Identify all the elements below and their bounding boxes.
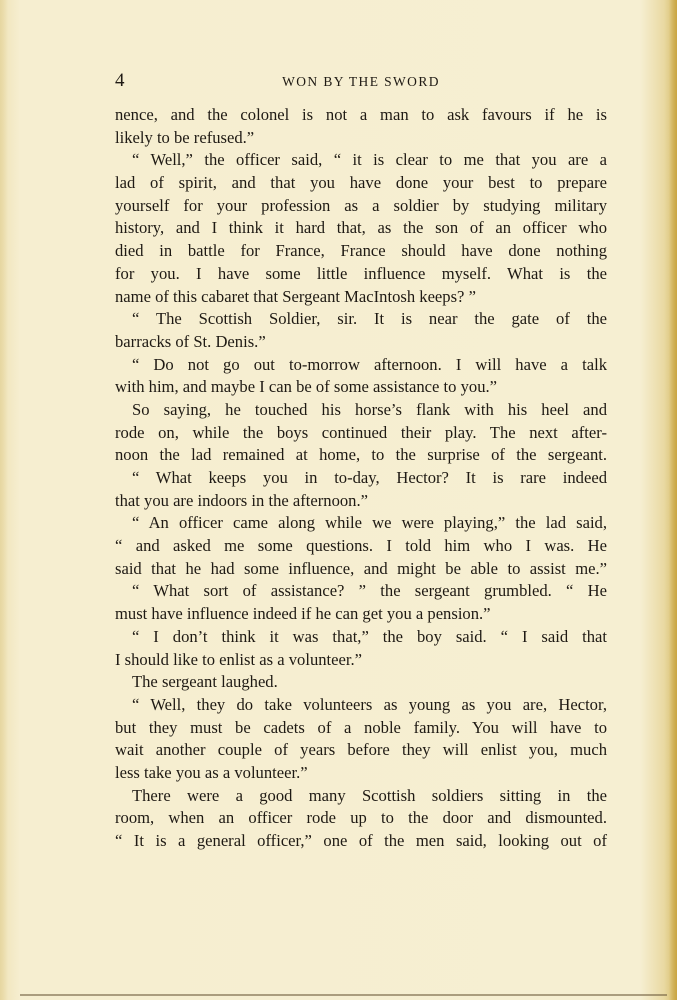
text-line: “ What sort of assistance? ” the sergeant grumbled. “ He — [132, 581, 607, 601]
page-edge-shading — [669, 0, 677, 1000]
text-line: must have influence indeed if he can get you a pension.” — [115, 604, 491, 624]
text-line: likely to be refused.” — [115, 127, 255, 147]
text-line: “ and asked me some questions. I told him who I was. He — [115, 536, 607, 556]
text-line: less take you as a volunteer.” — [115, 762, 308, 782]
running-title: WON BY THE SWORD — [282, 74, 440, 89]
page-number: 4 — [115, 70, 125, 91]
text-line: There were a good many Scottish soldiers sitting in the — [132, 785, 607, 805]
text-line: “ Well,” the officer said, “ it is clear to me that you are a — [132, 150, 607, 170]
text-line: The sergeant laughed. — [132, 672, 278, 692]
text-line: name of this cabaret that Sergeant MacIntosh keeps? ” — [115, 286, 476, 306]
bottom-edge-rule — [20, 994, 667, 996]
text-line: yourself for your profession as a soldier by studying military — [115, 195, 607, 215]
text-line: lad of spirit, and that you have done your best to prepare — [115, 173, 607, 193]
text-line: for you. I have some little influence myself. What is the — [115, 263, 607, 283]
text-line: So saying, he touched his horse’s flank with his heel and — [132, 399, 607, 419]
text-line: “ It is a general officer,” one of the men said, looking out of — [115, 831, 607, 850]
text-line: “ An officer came along while we were playing,” the lad said, — [132, 513, 607, 533]
text-line: room, when an officer rode up to the door and dismounted. — [115, 808, 607, 828]
text-line: “ I don’t think it was that,” the boy said. “ I said that — [132, 626, 607, 646]
text-line: said that he had some influence, and might be able to assist me.” — [115, 558, 607, 578]
text-line: noon the lad remained at home, to the surprise of the sergeant. — [115, 445, 607, 465]
text-line: “ Do not go out to-morrow afternoon. I will have a talk — [132, 354, 607, 374]
text-line: but they must be cadets of a noble family. You will have to — [115, 717, 607, 737]
page-header — [115, 70, 607, 92]
text-line: “ The Scottish Soldier, sir. It is near the gate of the — [132, 309, 607, 329]
text-line: barracks of St. Denis.” — [115, 331, 266, 351]
body-text — [115, 104, 607, 853]
text-line: died in battle for France, France should have done nothing — [115, 241, 607, 261]
text-line: rode on, while the boys continued their play. The next after- — [115, 422, 607, 442]
text-line: I should like to enlist as a volunteer.” — [115, 649, 363, 669]
text-line: “ What keeps you in to-day, Hector? It is rare indeed — [132, 468, 607, 487]
text-line: nence, and the colonel is not a man to ask favours if he is — [115, 105, 607, 124]
page-gutter-shadow — [0, 0, 8, 1000]
text-line: wait another couple of years before they will enlist you, much — [115, 740, 607, 760]
text-line: with him, and maybe I can be of some assistance to you.” — [115, 377, 498, 397]
text-line: that you are indoors in the afternoon.” — [115, 490, 368, 510]
text-line: history, and I think it hard that, as the son of an officer who — [115, 218, 607, 238]
text-line: “ Well, they do take volunteers as young as you are, Hector, — [132, 694, 607, 714]
